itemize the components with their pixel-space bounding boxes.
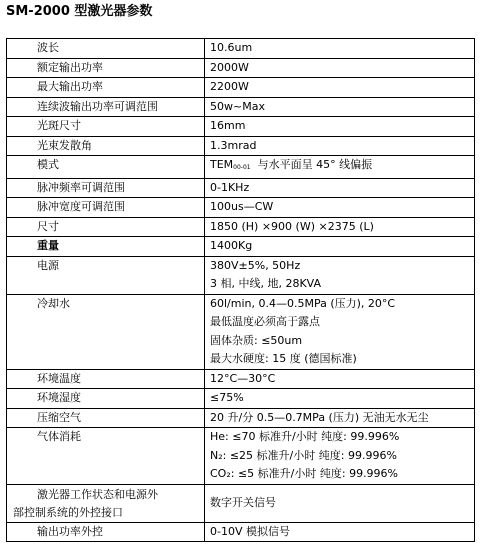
param-label: 尺寸: [7, 217, 205, 237]
param-label: [7, 484, 205, 522]
label-line: [13, 485, 200, 504]
laser-params-table: [6, 38, 475, 542]
table-row: [7, 136, 475, 156]
param-value: 12°C—30°C: [205, 369, 475, 389]
table-row: [7, 484, 475, 522]
value-line: 固体杂质: ≤50um: [210, 333, 303, 347]
table-row: [7, 428, 475, 485]
param-value: 0-1KHz: [205, 178, 475, 198]
mode-prefix: TEM: [210, 158, 234, 171]
value-line: 380V±5%, 50Hz: [210, 258, 301, 272]
table-row: [7, 58, 475, 78]
table-row: [7, 78, 475, 98]
param-value: 16mm: [205, 117, 475, 137]
value-line: 最大水硬度: 15 度 (德国标准): [210, 352, 357, 365]
value-line: He: ≤70 标准升/小时 纯度: 99.996%: [210, 430, 400, 443]
param-value: 数字开关信号: [205, 484, 475, 522]
table-row: [7, 117, 475, 137]
label-text: 激光器工作状态和电源外: [37, 487, 158, 501]
param-value: 1850 (H) ×900 (W) ×2375 (L): [205, 217, 475, 237]
page-title: SM-2000 型激光器参数: [6, 4, 153, 19]
param-label: 最大输出功率: [7, 78, 205, 98]
param-label: 波长: [7, 39, 205, 59]
param-value: 1.3mrad: [205, 136, 475, 156]
table-row: [7, 294, 475, 369]
table-row: [7, 389, 475, 409]
param-label: 环境湿度: [7, 389, 205, 409]
param-value: 1400Kg: [205, 237, 475, 257]
param-value: ≤75%: [205, 389, 475, 409]
param-label: 光束发散角: [7, 136, 205, 156]
value-line: 3 相, 中线, 地, 28KVA: [210, 277, 322, 290]
label-line: 部控制系统的外控接口: [13, 506, 123, 519]
param-label: 电源: [7, 256, 205, 294]
param-value: [205, 256, 475, 294]
param-label: 额定输出功率: [7, 58, 205, 78]
param-value: 20 升/分 0.5—0.7MPa (压力) 无油无水无尘: [205, 408, 475, 428]
table-row: [7, 97, 475, 117]
param-value: 100us—CW: [205, 198, 475, 218]
param-label: 气体消耗: [7, 428, 205, 485]
value-line: CO₂: ≤5 标准升/小时 纯度: 99.996%: [210, 467, 399, 480]
param-label: 输出功率外控: [7, 522, 205, 542]
mode-suffix: 与水平面呈 45° 线偏振: [250, 158, 373, 171]
table-row: [7, 156, 475, 179]
param-value: [205, 294, 475, 369]
param-value: [205, 428, 475, 485]
param-value: 2200W: [205, 78, 475, 98]
param-label: 冷却水: [7, 294, 205, 369]
table-row: [7, 178, 475, 198]
param-value: [205, 156, 475, 179]
value-line: 60l/min, 0.4—0.5MPa (压力), 20°C: [210, 296, 396, 310]
param-value: 0-10V 模拟信号: [205, 522, 475, 542]
table-row: [7, 217, 475, 237]
table-row: [7, 198, 475, 218]
table-row: [7, 237, 475, 257]
param-label: 脉冲频率可调范围: [7, 178, 205, 198]
param-label: 环境温度: [7, 369, 205, 389]
param-value: 2000W: [205, 58, 475, 78]
param-label: 模式: [7, 156, 205, 179]
table-row: [7, 256, 475, 294]
mode-subscript: 00-01: [233, 164, 251, 171]
param-value: 10.6um: [205, 39, 475, 59]
param-label: 重量: [7, 237, 205, 257]
value-line: N₂: ≤25 标准升/小时 纯度: 99.996%: [210, 448, 397, 462]
param-label: 光斑尺寸: [7, 117, 205, 137]
param-label: 脉冲宽度可调范围: [7, 198, 205, 218]
param-label: 压缩空气: [7, 408, 205, 428]
table-row: [7, 522, 475, 542]
table-row: [7, 39, 475, 59]
table-row: [7, 369, 475, 389]
param-label: 连续波输出功率可调范围: [7, 97, 205, 117]
param-value: 50w~Max: [205, 97, 475, 117]
value-line: 最低温度必须高于露点: [210, 315, 320, 328]
table-row: [7, 408, 475, 428]
